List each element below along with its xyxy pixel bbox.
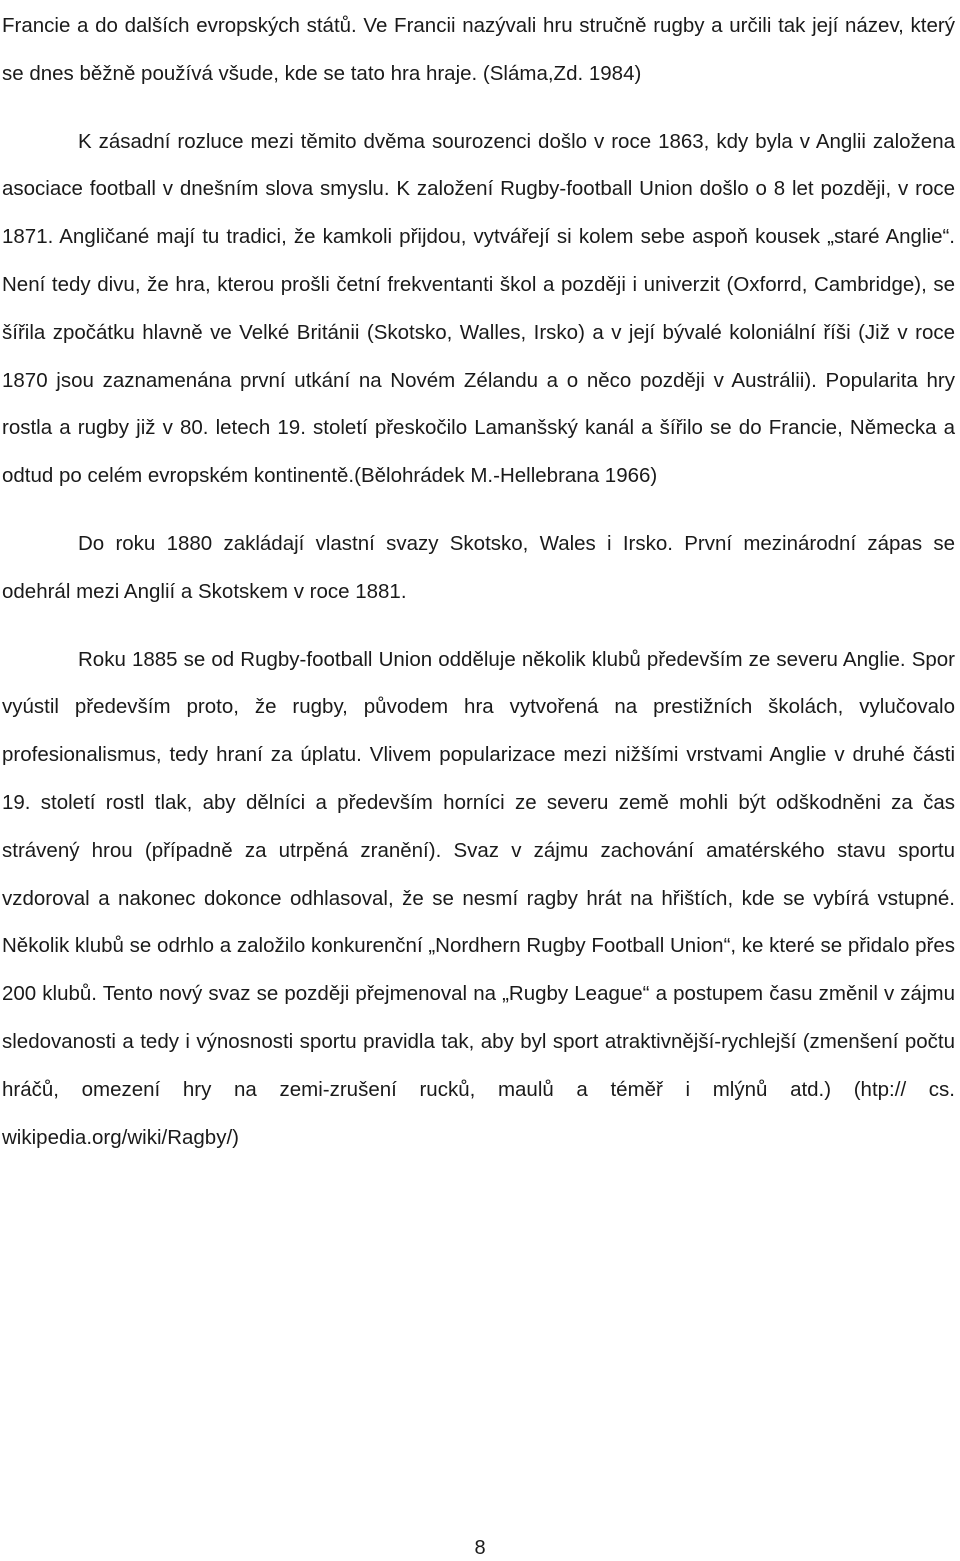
paragraph-1: Francie a do dalších evropských států. Ve Francii nazývali hru stručně rugby a určili tak její název, který se dnes běžně používá všude, kde se tato hra hraje. (Sláma,Zd. 1984) xyxy=(2,14,955,85)
paragraph-4: Roku 1885 se od Rugby-football Union odděluje několik klubů především ze severu Anglie. Spor vyústil především proto, že rugby, původem hra vytvořená na prestižních školách, vylučovalo profesionalismus, tedy hraní za úplatu. Vlivem popularizace mezi nižšími vrstvami Anglie v druhé části 19. století rostl tlak, aby dělníci a především horníci ze severu země mohli být odškodněni za čas strávený hrou (případně za utrpěná zranění). Svaz v zájmu zachování amatérského stavu sportu vzdoroval a nakonec dokonce odhlasoval, že se nesmí ragby hrát na hřištích, kde se vybírá vstupné. Několik klubů se odrhlo a založilo konkurenční „Nordhern Rugby Football Union“, ke které se přidalo přes 200 klubů. Tento nový svaz se později přejmenoval na „Rugby League“ a postupem času změnil v zájmu sledovanosti a tedy i výnosnosti sportu pravidla tak, aby byl sport atraktivnější-rychlejší (zmenšení počtu hráčů, omezení hry na zemi-zrušení rucků, maulů a téměř i mlýnů atd.) (htp:// cs. wikipedia.org/wiki/Ragby/) xyxy=(2,647,955,1149)
paragraph-gap xyxy=(2,98,955,118)
page-number: 8 xyxy=(474,1537,486,1559)
paragraph-2: K zásadní rozluce mezi těmito dvěma sourozenci došlo v roce 1863, kdy byla v Anglii založena asociace football v dnešním slova smyslu. K založení Rugby-football Union došlo o 8 let později, v roce 1871. Angličané mají tu tradici, že kamkoli přijdou, vytvářejí si kolem sebe aspoň kousek „staré Anglie“. Není tedy divu, že hra, kterou prošli četní frekventanti škol a později i univerzit (Oxforrd, Cambridge), se šířila zpočátku hlavně ve Velké Británii (Skotsko, Walles, Irsko) a v její bývalé koloniální říši (Již v roce 1870 jsou zaznamenána první utkání na Novém Zélandu a o něco později v Austrálii). Popularita hry rostla a rugby již v 80. letech 19. století přeskočilo Lamanšský kanál a šířilo se do Francie, Německa a odtud po celém evropském kontinentě.(Bělohrádek M.-Hellebrana 1966) xyxy=(2,129,955,488)
body-text xyxy=(2,2,955,1161)
paragraph-gap xyxy=(2,616,955,636)
paragraph-3: Do roku 1880 zakládají vlastní svazy Skotsko, Wales i Irsko. První mezinárodní zápas se odehrál mezi Anglií a Skotskem v roce 1881. xyxy=(2,531,955,603)
paragraph-gap xyxy=(2,500,955,520)
